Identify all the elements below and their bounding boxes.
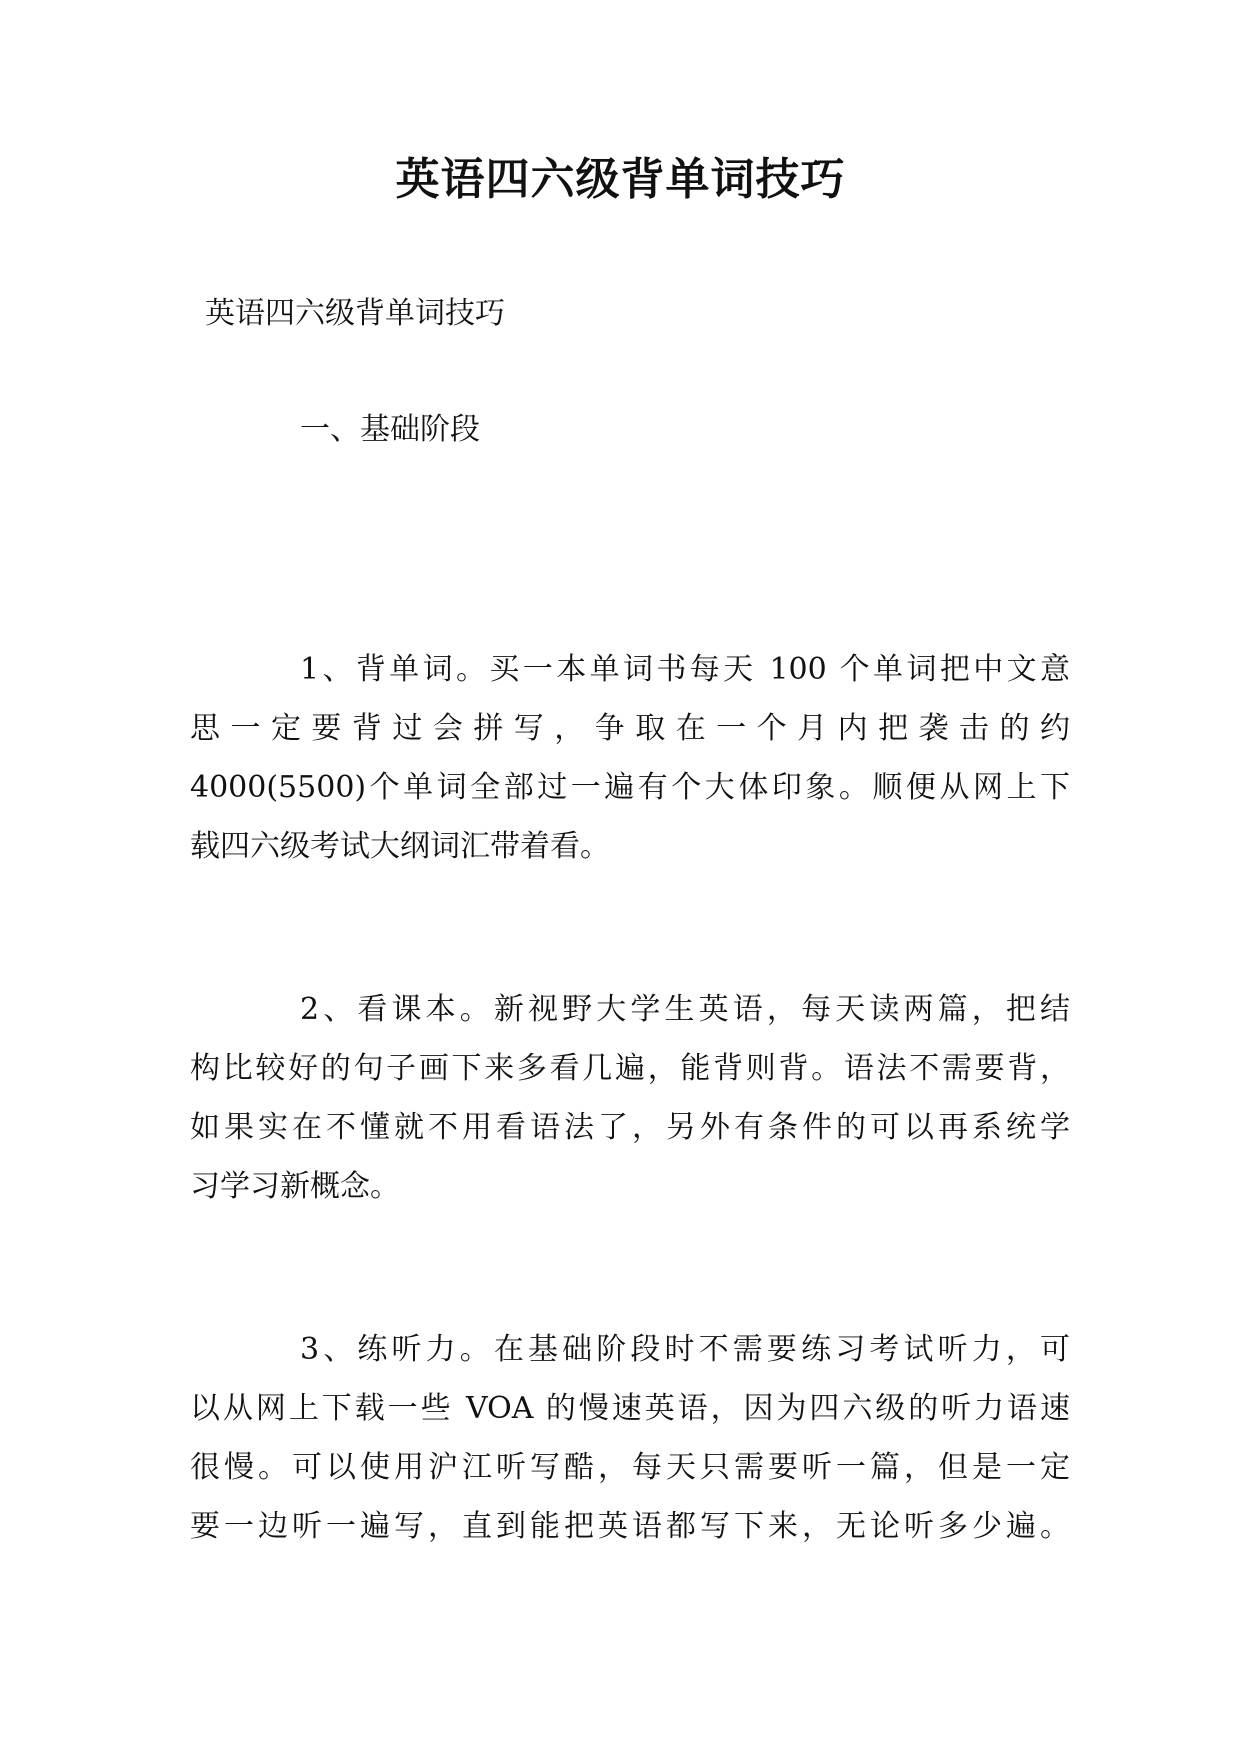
paragraph-2 bbox=[190, 980, 1070, 1216]
paragraph-line: 习学习新概念。 bbox=[190, 1169, 400, 1204]
document-subtitle: 英语四六级背单词技巧 bbox=[205, 296, 505, 331]
paragraph-line: 1、背单词。买一本单词书每天 100 个单词把中文意 bbox=[300, 652, 1070, 687]
paragraph-line: 4000(5500)个单词全部过一遍有个大体印象。顺便从网上下 bbox=[190, 770, 1070, 805]
section-heading: 一、基础阶段 bbox=[300, 412, 480, 447]
paragraph-1 bbox=[190, 640, 1070, 876]
paragraph-line: 很慢。可以使用沪江听写酷，每天只需要听一篇，但是一定 bbox=[190, 1450, 1070, 1485]
paragraph-line: 3、练听力。在基础阶段时不需要练习考试听力，可 bbox=[300, 1332, 1070, 1367]
paragraph-line: 思一定要背过会拼写，争取在一个月内把袭击的约 bbox=[190, 711, 1070, 746]
paragraph-line: 如果实在不懂就不用看语法了，另外有条件的可以再系统学 bbox=[190, 1110, 1070, 1145]
paragraph-line: 以从网上下载一些 VOA 的慢速英语，因为四六级的听力语速 bbox=[190, 1391, 1070, 1426]
paragraph-line: 要一边听一遍写，直到能把英语都写下来，无论听多少遍。 bbox=[190, 1509, 1070, 1544]
paragraph-line: 构比较好的句子画下来多看几遍，能背则背。语法不需要背， bbox=[190, 1051, 1070, 1086]
paragraph-line: 载四六级考试大纲词汇带着看。 bbox=[190, 829, 610, 864]
paragraph-line: 2、看课本。新视野大学生英语，每天读两篇，把结 bbox=[300, 992, 1070, 1027]
document-title: 英语四六级背单词技巧 bbox=[395, 154, 846, 205]
paragraph-3 bbox=[190, 1320, 1070, 1556]
